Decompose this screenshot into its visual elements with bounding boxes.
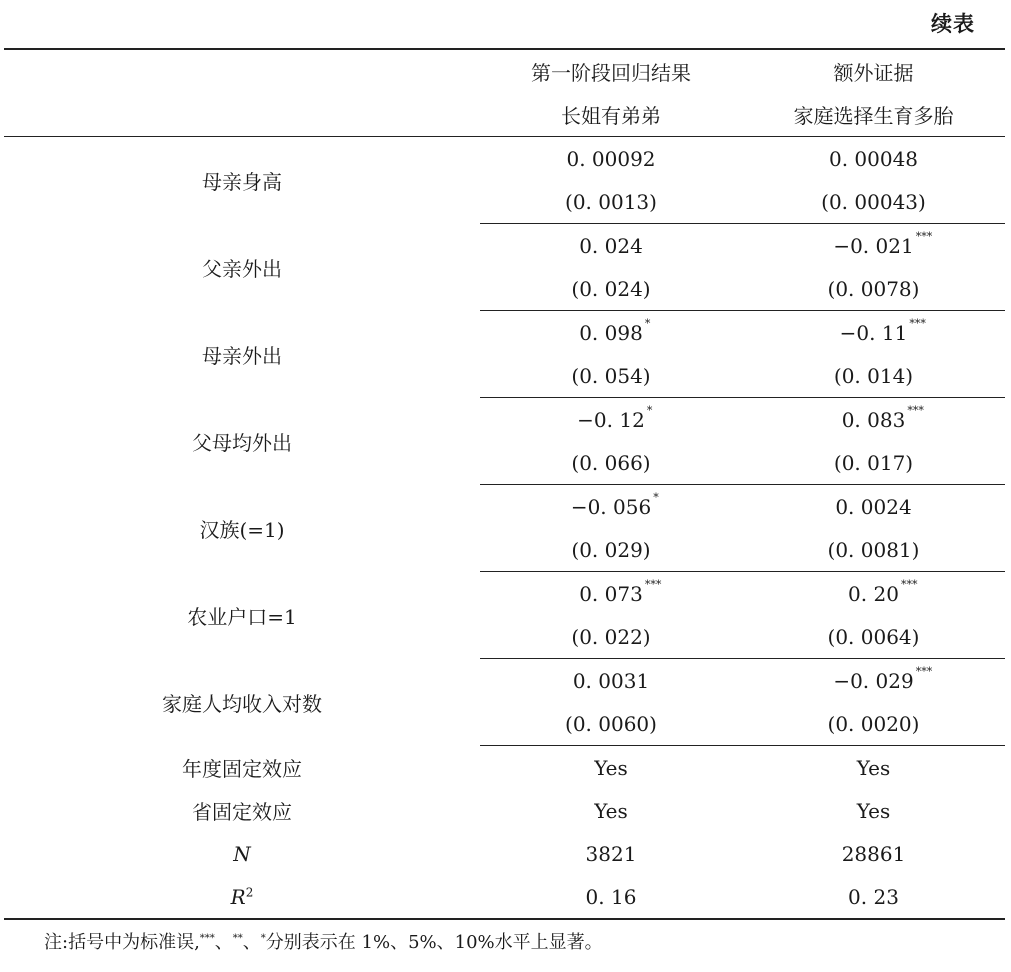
stat-value: Yes [594, 755, 628, 780]
note-sep1: 、 [214, 932, 233, 953]
table-row [4, 485, 1005, 529]
coefficient-number: 0. 00048 [828, 146, 919, 171]
coefficient-number: 0. 00092 [566, 146, 656, 171]
stat-row [4, 746, 1005, 790]
standard-error-cell: (0. 014) [742, 354, 1005, 398]
header-col1-line1: 第一阶段回归结果 [531, 61, 691, 85]
stat-label [4, 746, 480, 790]
table-row [4, 659, 1005, 703]
significance-stars: *** [644, 577, 662, 591]
standard-error-cell: (0. 0020) [742, 702, 1005, 746]
regression-table [4, 48, 1005, 920]
coefficient-number: −0. 029 [833, 668, 914, 693]
coefficient-number: −0. 11 [839, 320, 908, 345]
stat-row [4, 875, 1005, 919]
coefficient-cell [742, 398, 1005, 442]
variable-label: 母亲身高 [202, 169, 282, 194]
header-col1-line2: 长姐有弟弟 [480, 93, 742, 137]
coefficient-value [570, 490, 659, 519]
note-suffix: 分别表示在 1%、5%、10%水平上显著。 [265, 932, 603, 953]
stat-label [4, 875, 480, 919]
header-empty-2 [4, 93, 480, 137]
coefficient-cell [480, 398, 742, 442]
coefficient-value [841, 403, 924, 432]
stat-label-text: N [233, 841, 251, 866]
coefficient-cell [742, 137, 1005, 181]
stat-label [4, 789, 480, 832]
header-row-1 [4, 49, 1005, 93]
coefficient-cell [742, 659, 1005, 703]
coefficient-value [839, 316, 926, 345]
significance-stars: *** [915, 229, 933, 243]
coefficient-cell [742, 572, 1005, 616]
coefficient-cell [742, 224, 1005, 268]
standard-error-cell: (0. 0060) [480, 702, 742, 746]
table-row [4, 137, 1005, 181]
significance-stars: * [646, 403, 653, 417]
standard-error-cell: (0. 022) [480, 615, 742, 659]
coefficient-cell [480, 224, 742, 268]
stat-value: Yes [856, 798, 891, 823]
significance-stars: *** [915, 664, 933, 678]
table-row [4, 311, 1005, 355]
coefficient-value [835, 495, 911, 519]
variable-label: 母亲外出 [202, 343, 282, 368]
coefficient-number: 0. 024 [579, 233, 643, 258]
standard-error-cell: (0. 066) [480, 441, 742, 485]
variable-label: 汉族(=1) [199, 517, 285, 542]
standard-error-cell: (0. 029) [480, 528, 742, 572]
stat-label-superscript: 2 [245, 884, 254, 899]
standard-error-cell: (0. 024) [480, 267, 742, 311]
coefficient-cell [742, 311, 1005, 355]
stat-value: 3821 [585, 841, 637, 866]
coefficient-value [577, 403, 653, 432]
table-row [4, 224, 1005, 268]
variable-label: 家庭人均收入对数 [162, 691, 322, 716]
coefficient-cell [480, 485, 742, 529]
standard-error-cell: (0. 0064) [742, 615, 1005, 659]
standard-error-cell: (0. 00043) [742, 180, 1005, 224]
coefficient-cell [480, 311, 742, 355]
coefficient-value [579, 577, 662, 606]
table-row [4, 398, 1005, 442]
stat-value: 0. 23 [848, 884, 899, 909]
coefficient-cell [480, 572, 742, 616]
table-note [44, 928, 603, 954]
header-col2-line2: 家庭选择生育多胎 [742, 93, 1005, 137]
coefficient-number: 0. 073 [579, 581, 643, 606]
coefficient-number: 0. 0031 [572, 668, 650, 693]
coefficient-value [579, 234, 643, 258]
variable-label: 父母均外出 [192, 430, 292, 455]
header-empty [4, 49, 480, 93]
significance-stars: * [653, 490, 659, 504]
continued-label: 续表 [931, 12, 975, 36]
significance-stars: *** [909, 316, 926, 330]
coefficient-number: 0. 098 [579, 320, 643, 345]
stat-label-text: 省固定效应 [192, 800, 292, 824]
stat-label [4, 832, 480, 875]
coefficient-number: −0. 021 [833, 233, 914, 258]
stat-label-text: 年度固定效应 [182, 756, 302, 781]
stat-value: 0. 16 [585, 884, 637, 909]
coefficient-value [833, 664, 933, 693]
coefficient-value [566, 147, 655, 171]
coefficient-number: −0. 056 [570, 494, 652, 519]
coefficient-value [579, 316, 651, 345]
header-row-2 [4, 93, 1005, 137]
standard-error-cell: (0. 0013) [480, 180, 742, 224]
coefficient-value [833, 229, 933, 258]
note-one-star: * [260, 933, 266, 944]
coefficient-cell [480, 137, 742, 181]
variable-label: 农业户口=1 [187, 604, 297, 629]
coefficient-cell [480, 659, 742, 703]
coefficient-number: 0. 20 [848, 581, 899, 606]
coefficient-number: −0. 12 [577, 407, 645, 432]
significance-stars: *** [907, 403, 924, 417]
coefficient-number: 0. 083 [841, 407, 906, 432]
standard-error-cell: (0. 017) [742, 441, 1005, 485]
coefficient-value [829, 147, 918, 171]
statistics-body [4, 746, 1005, 920]
coefficient-value [573, 669, 649, 693]
stat-value: Yes [594, 798, 628, 823]
coefficient-cell [742, 485, 1005, 529]
table-row [4, 572, 1005, 616]
note-two-stars: ** [232, 933, 243, 944]
coefficient-value [848, 577, 918, 606]
stat-row [4, 789, 1005, 832]
standard-error-cell: (0. 0078) [742, 267, 1005, 311]
significance-stars: * [644, 316, 651, 330]
standard-error-cell: (0. 054) [480, 354, 742, 398]
note-prefix: 注:括号中为标准误, [44, 932, 200, 953]
stat-value: 28861 [841, 841, 906, 866]
standard-error-cell: (0. 0081) [742, 528, 1005, 572]
note-sep2: 、 [242, 932, 261, 953]
note-three-stars: *** [199, 933, 215, 944]
stat-value: Yes [856, 755, 891, 780]
variable-label: 父亲外出 [202, 256, 282, 281]
stat-row [4, 832, 1005, 875]
coefficient-body [4, 137, 1005, 746]
header-col2-line1: 额外证据 [833, 61, 914, 85]
stat-label-text: R [230, 884, 246, 909]
significance-stars: *** [900, 577, 918, 591]
coefficient-number: 0. 0024 [835, 494, 912, 519]
